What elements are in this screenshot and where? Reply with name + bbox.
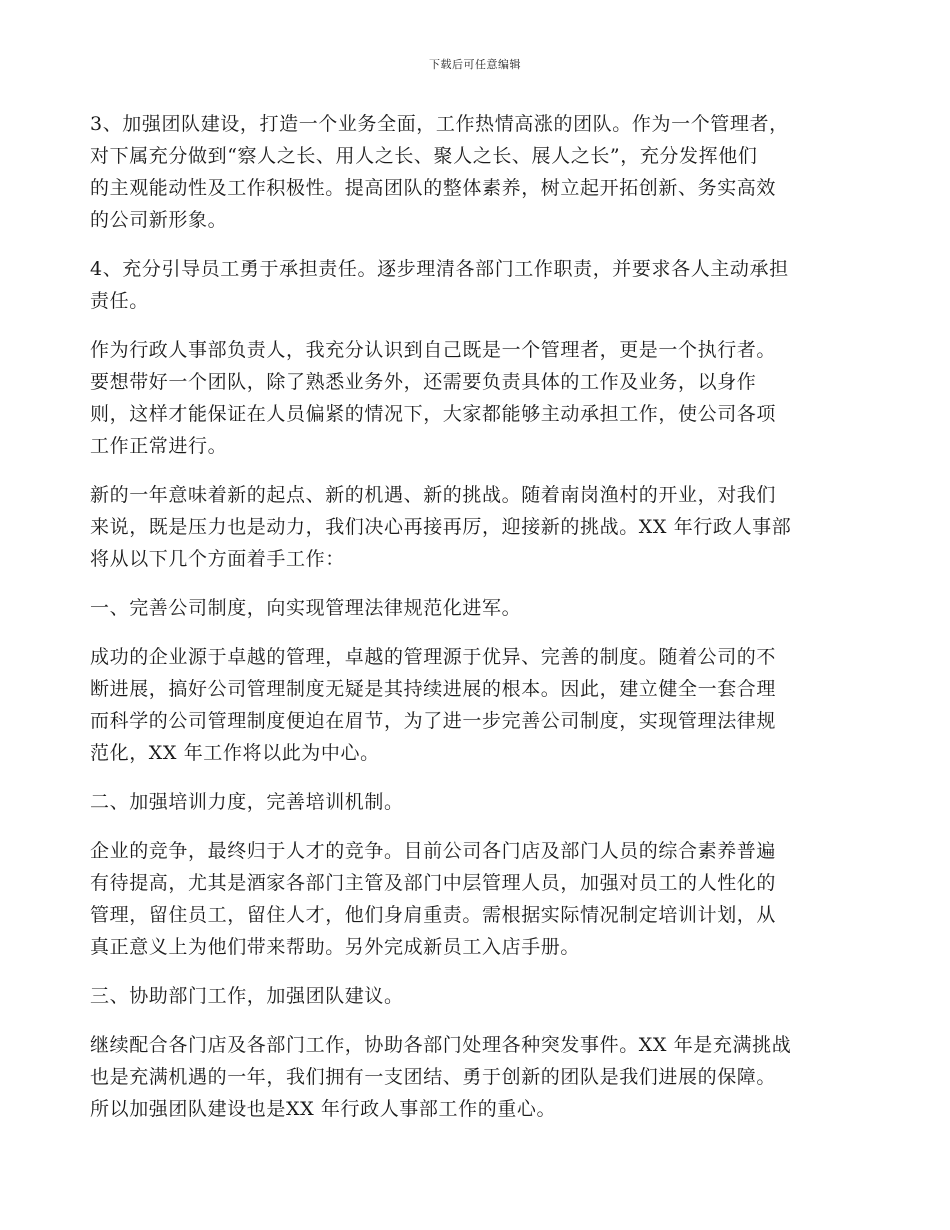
heading-section-2: 二、加强培训力度，完善培训机制。 bbox=[90, 791, 404, 813]
paragraph-section-2: 企业的竞争，最终归于人才的竞争。目前公司各门店及部门人员的综合素养普遍 有待提高，尤其是酒家各部门主管及部门中层管理人员，加强对员工的人性化的 管理，留住员工，留住人才，他们身肩重责。需根据实际情况制定培训计划，从 真正意义上为他们带来帮助。另外完成新员工入店手册。 bbox=[90, 840, 777, 958]
paragraph-section-3: 继续配合各门店及各部门工作，协助各部门处理各种突发事件。XX 年是充满挑战 也是充满机遇的一年，我们拥有一支团结、勇于创新的团队是我们进展的保障。 所以加强团队建设也是XX 年行政人事部工作的重心。 bbox=[90, 1034, 792, 1120]
document-body bbox=[90, 108, 862, 1142]
heading-section-3: 三、协助部门工作，加强团队建议。 bbox=[90, 985, 404, 1007]
paragraph-section-1: 成功的企业源于卓越的管理，卓越的管理源于优异、完善的制度。随着公司的不 断进展，搞好公司管理制度无疑是其持续进展的根本。因此，建立健全一套合理 而科学的公司管理制度便迫在眉节，为了进一步完善公司制度，实现管理法律规 范化，XX 年工作将以此为中心。 bbox=[90, 646, 777, 764]
paragraph-new-year: 新的一年意味着新的起点、新的机遇、新的挑战。随着南岗渔村的开业，对我们 来说，既是压力也是动力，我们决心再接再厉，迎接新的挑战。XX 年行政人事部 将从以下几个方面着手工作： bbox=[90, 484, 792, 570]
heading-section-1: 一、完善公司制度，向实现管理法律规范化进军。 bbox=[90, 597, 522, 619]
paragraph-team-building: 3、加强团队建设，打造一个业务全面，工作热情高涨的团队。作为一个管理者， 对下属充分做到“察人之长、用人之长、聚人之长、展人之长”，充分发挥他们 的主观能动性及工作积极性。提高团队的整体素养，树立起开拓创新、务实高效 的公司新形象。 bbox=[90, 113, 789, 231]
paragraph-responsibility: 4、充分引导员工勇于承担责任。逐步理清各部门工作职责，并要求各人主动承担 责任。 bbox=[90, 258, 789, 312]
page-header: 下载后可任意编辑 bbox=[429, 58, 521, 71]
paragraph-manager-role: 作为行政人事部负责人，我充分认识到自己既是一个管理者，更是一个执行者。 要想带好一个团队，除了熟悉业务外，还需要负责具体的工作及业务，以身作 则，这样才能保证在人员偏紧的情况下，大家都能够主动承担工作，使公司各项 工作正常进行。 bbox=[90, 339, 777, 457]
